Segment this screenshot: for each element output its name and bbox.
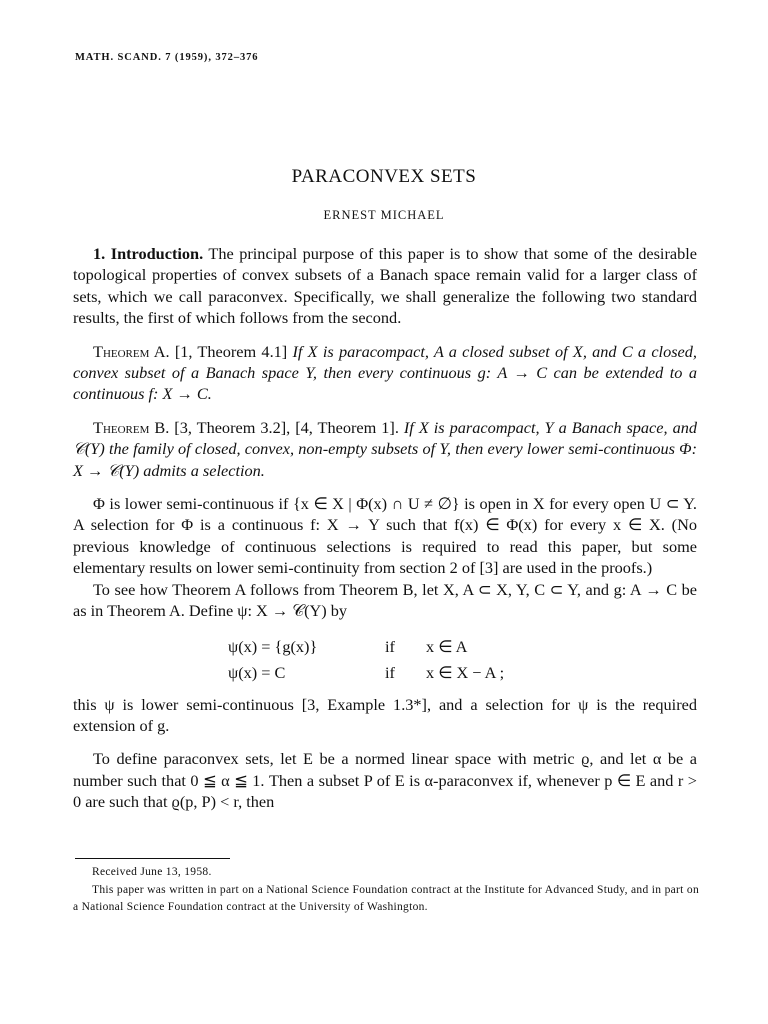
paper-title: PARACONVEX SETS	[291, 166, 477, 187]
introduction-paragraph	[73, 243, 697, 329]
theorem-a	[73, 341, 697, 405]
introduction-text: The principal purpose of this paper is to show that some of the desirable topological properties of convex subsets of a Banach space remain valid for a larger class of sets, which we call paraconvex. Specifically, we shall generalize the following two standard results, the first of which follows from the second.	[73, 244, 697, 328]
theorem-a-derivation-paragraph: To see how Theorem A follows from Theorem B, let X, A ⊂ X, Y, C ⊂ Y, and g: A → C be as in Theorem A. Define ψ: X → 𝒞(Y) by	[73, 579, 697, 621]
lower-semicontinuity-paragraph: Φ is lower semi-continuous if {x ∈ X | Φ(x) ∩ U ≠ ∅} is open in X for every open U ⊂ Y. A selection for Φ is a continuous f: X → Y such that f(x) ∈ Φ(x) for every x ∈ X. (No previous knowledge of continuous selections is required to read this paper, but some elementary results on lower semi-continuity from section 2 of [3] are used in the proofs.)	[73, 494, 697, 578]
footnote-divider	[75, 858, 230, 859]
paraconvex-definition-paragraph: To define paraconvex sets, let E be a normed linear space with metric ϱ, and let α be a number such that 0 ≦ α ≦ 1. Then a subset P of E is α-paraconvex if, whenever p ∈ E and r > 0 are such that ϱ(p, P) < r, then	[73, 749, 697, 812]
selection-paragraph: this ψ is lower semi-continuous [3, Example 1.3*], and a selection for ψ is the required extension of g.	[73, 694, 697, 735]
footnotes	[73, 864, 699, 917]
theorem-b-reference: [3, Theorem 3.2], [4, Theorem 1].	[169, 417, 404, 437]
theorem-a-statement: If X is paracompact, A a closed subset of X, and C a closed, convex subset of a Banach space Y, then every continuous g: A → C can be extended to a continuous f: X → C.	[73, 341, 697, 404]
theorem-a-reference: [1, Theorem 4.1]	[169, 341, 293, 361]
equation-lhs: ψ(x) = C	[228, 662, 286, 682]
equation-domain: x ∈ A	[426, 636, 468, 656]
received-date: Received June 13, 1958.	[92, 866, 212, 878]
equation-domain: x ∈ X − A ;	[426, 662, 505, 682]
theorem-b-label: Theorem B.	[93, 417, 170, 437]
main-text	[73, 243, 697, 813]
equation-condition: if	[385, 662, 395, 682]
section-heading: 1. Introduction.	[93, 244, 204, 263]
theorem-b-statement: If X is paracompact, Y a Banach space, and 𝒞(Y) the family of closed, convex, non-empty subsets of Y, then every lower semi-continuous Φ: X → 𝒞(Y) admits a selection.	[73, 417, 697, 480]
definition-equations	[73, 630, 697, 686]
funding-note: This paper was written in part on a National Science Foundation contract at the Institute for Advanced Study, and in part on a National Science Foundation contract at the University of Washington.	[73, 883, 699, 913]
equation-lhs: ψ(x) = {g(x)}	[228, 636, 318, 656]
theorem-b	[73, 417, 697, 481]
author-name: ERNEST MICHAEL	[323, 208, 445, 222]
journal-reference: MATH. SCAND. 7 (1959), 372–376	[75, 52, 259, 63]
theorem-a-label: Theorem A.	[93, 341, 170, 361]
equation-condition: if	[385, 636, 395, 656]
